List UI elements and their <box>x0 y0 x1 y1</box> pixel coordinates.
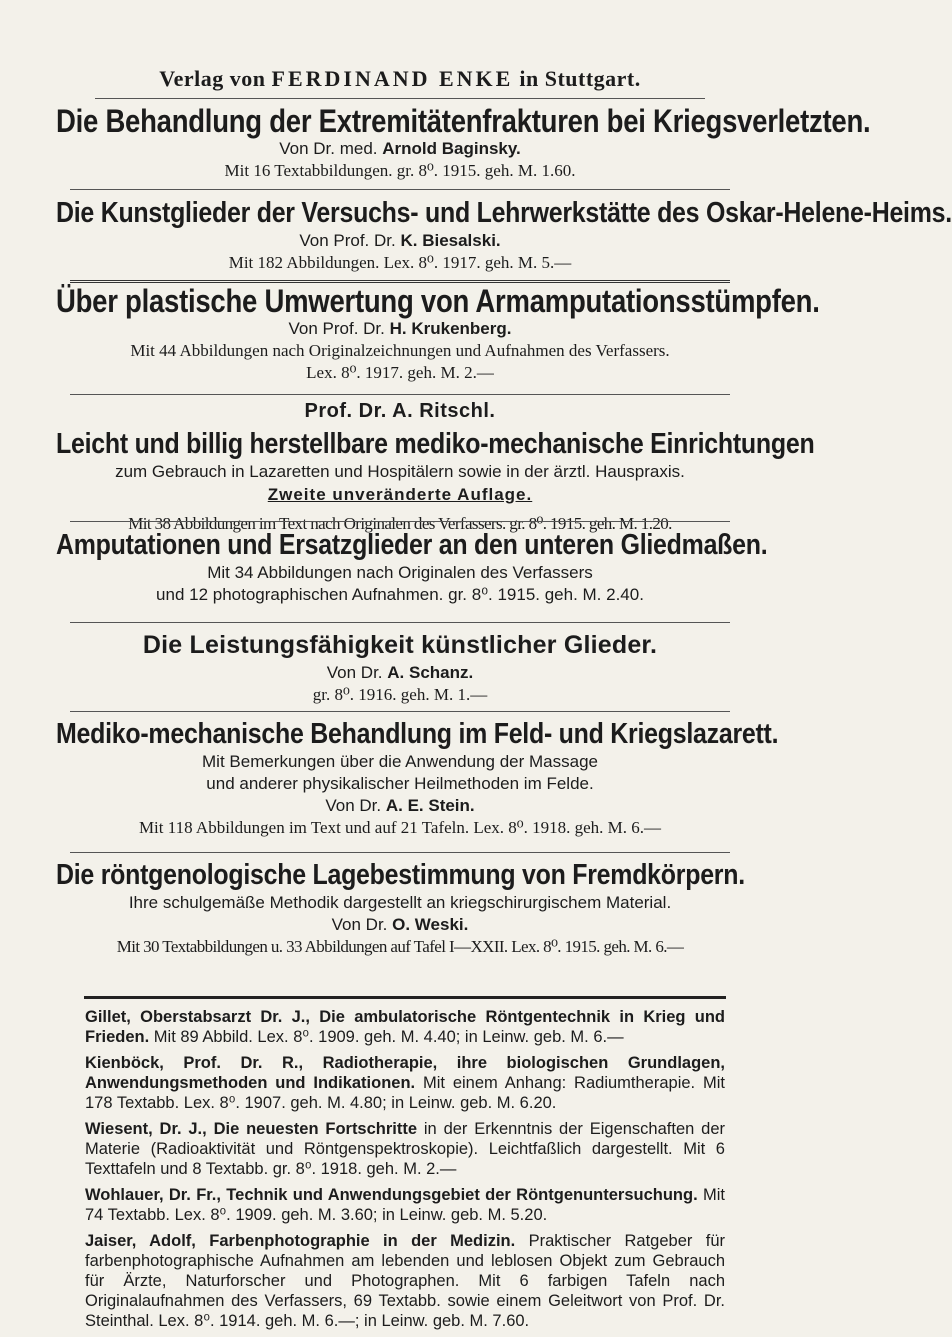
divider <box>95 98 705 99</box>
divider <box>70 711 730 712</box>
book-meta: Mit 16 Textabbildungen. gr. 8⁰. 1915. geh. M. 1.60. <box>224 161 576 180</box>
book-author: Von Dr. A. E. Stein. <box>325 796 475 815</box>
book-meta: Mit 182 Abbildungen. Lex. 8⁰. 1917. geh. M. 5.— <box>228 253 572 272</box>
divider <box>70 521 730 522</box>
book-title: Über plastische Umwertung von Armamputationsstümpfen. <box>56 283 820 319</box>
book-meta: Lex. 8⁰. 1917. geh. M. 2.— <box>306 363 494 382</box>
book-title: Die Kunstglieder der Versuchs- und Lehrwerkstätte des Oskar-Helene-Heims. <box>56 197 952 229</box>
book-subtitle: Ihre schulgemäße Methodik dargestellt an kriegschirurgischem Material. <box>128 893 672 912</box>
book-edition: Zweite unveränderte Auflage. <box>267 485 533 504</box>
book-ritschl <box>0 400 815 535</box>
book-meta: Mit 30 Textabbildungen u. 33 Abbildungen auf Tafel I—XXII. Lex. 8⁰. 1915. geh. M. 6.— <box>116 937 684 956</box>
list-item: Wiesent, Dr. J., Die neuesten Fortschritte in der Erkenntnis der Eigenschaften der Materie (Radioaktivität und Röntgenspektroskopie). Leichtfaßlich dargestellt. Mit 6 Texttafeln und 8 Textabb. gr. 8⁰. 1918. geh. M. 2.— <box>85 1120 725 1178</box>
publisher-name: FERDINAND ENKE <box>271 66 514 91</box>
book-list <box>85 1007 725 1337</box>
book-subtitle: Mit Bemerkungen über die Anwendung der Massage <box>202 752 598 771</box>
book-title: Leicht und billig herstellbare mediko-mechanische Einrichtungen <box>56 428 815 460</box>
divider <box>70 852 730 853</box>
book-stein <box>0 717 800 839</box>
divider <box>70 622 730 623</box>
book-title: Die Leistungsfähigkeit künstlicher Glieder. <box>142 631 658 659</box>
book-title: Die Behandlung der Extremitätenfrakturen bei Kriegsverletzten. <box>56 103 871 139</box>
book-baginsky <box>0 103 871 182</box>
book-krukenberg <box>0 283 820 384</box>
book-title: Amputationen und Ersatzglieder an den unteren Gliedmaßen. <box>56 529 768 561</box>
book-meta: gr. 8⁰. 1916. geh. M. 1.— <box>312 685 488 704</box>
publisher-prefix: Verlag von <box>159 66 266 91</box>
book-meta: Mit 118 Abbildungen im Text und auf 21 Tafeln. Lex. 8⁰. 1918. geh. M. 6.— <box>138 818 662 837</box>
book-author: Von Dr. med. Arnold Baginsky. <box>279 139 521 158</box>
divider <box>70 394 730 395</box>
book-meta: und 12 photographischen Aufnahmen. gr. 8⁰. 1915. geh. M. 2.40. <box>156 585 644 604</box>
list-item: Kienböck, Prof. Dr. R., Radiotherapie, ihre biologischen Grundlagen, Anwendungsmethoden und Indikationen. Mit einem Anhang: Radiumtherapie. Mit 178 Textabb. Lex. 8⁰. 1907. geh. M. 4.80; in Leinw. geb. M. 6.20. <box>85 1054 725 1112</box>
book-amputationen <box>0 528 800 606</box>
book-author: Von Dr. A. Schanz. <box>326 663 474 682</box>
book-biesalski <box>0 196 952 274</box>
book-author: Von Prof. Dr. K. Biesalski. <box>299 231 501 250</box>
book-title: Mediko-mechanische Behandlung im Feld- und Kriegslazarett. <box>56 718 779 750</box>
list-item: Gillet, Oberstabsarzt Dr. J., Die ambulatorische Röntgentechnik in Krieg und Frieden. Mit 89 Abbild. Lex. 8⁰. 1909. geh. M. 4.40; in Leinw. geb. M. 6.— <box>85 1008 725 1046</box>
book-meta: Mit 38 Abbildungen im Text nach Originalen des Verfassers. gr. 8⁰. 1915. geh. M. 1.20. <box>128 514 672 533</box>
book-meta: Mit 34 Abbildungen nach Originalen des Verfassers <box>207 563 593 582</box>
book-author: Von Prof. Dr. H. Krukenberg. <box>288 319 512 338</box>
book-schanz <box>0 628 800 706</box>
book-subtitle: zum Gebrauch in Lazaretten und Hospitälern sowie in der ärztl. Hauspraxis. <box>115 462 685 481</box>
book-author-heading: Prof. Dr. A. Ritschl. <box>304 400 496 422</box>
publisher-header <box>0 66 800 92</box>
book-author: Von Dr. O. Weski. <box>331 915 469 934</box>
divider-heavy <box>84 996 726 999</box>
publisher-suffix: in Stuttgart. <box>519 66 641 91</box>
divider <box>70 189 730 190</box>
list-item: Wohlauer, Dr. Fr., Technik und Anwendungsgebiet der Röntgenuntersuchung. Mit 74 Textabb. Lex. 8⁰. 1909. geh. M. 3.60; in Leinw. geb. M. 5.20. <box>85 1186 725 1224</box>
book-weski <box>0 858 800 958</box>
list-item: Jaiser, Adolf, Farbenphotographie in der Medizin. Praktischer Ratgeber für farbenphotographische Aufnahmen am lebenden und leblosen Objekt zum Gebrauch für Ärzte, Naturforscher und Photographen. Mit 6 farbigen Tafeln nach Originalaufnahmen des Verfassers, 69 Textabb. sowie einem Geleitwort von Prof. Dr. Steinthal. Lex. 8⁰. 1914. geh. M. 6.—; in Leinw. geb. M. 7.60. <box>85 1232 725 1330</box>
book-title: Die röntgenologische Lagebestimmung von Fremdkörpern. <box>56 859 745 891</box>
book-subtitle: und anderer physikalischer Heilmethoden im Felde. <box>206 774 594 793</box>
book-meta: Mit 44 Abbildungen nach Originalzeichnungen und Aufnahmen des Verfassers. <box>130 341 670 360</box>
